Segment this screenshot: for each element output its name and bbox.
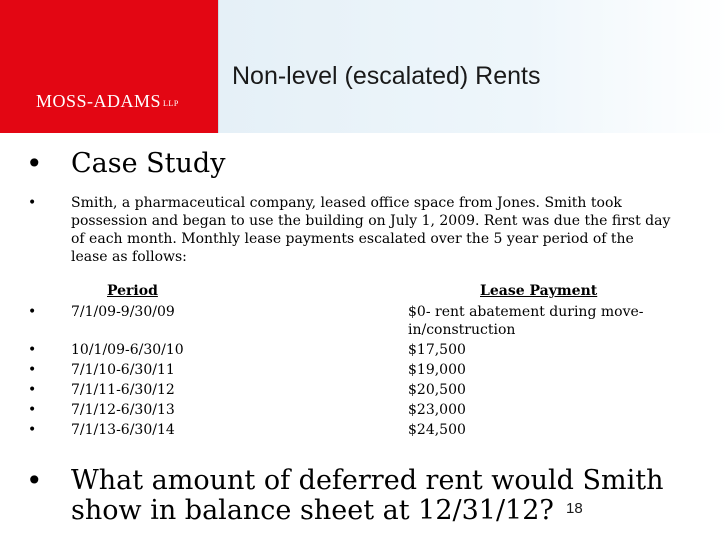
case-study-paragraph: Smith, a pharmaceutical company, leased office space from Jones. Smith took possession and began to use the building on July 1, 2009. Rent was due the first day of each month. Monthly lease payments escalated over the 5 year period of the lease as follows: xyxy=(71,195,671,265)
table-row-period: 7/1/10-6/30/11 xyxy=(71,362,175,378)
page-number: 18 xyxy=(566,500,583,517)
lease-payment-column-header: Lease Payment xyxy=(480,283,598,299)
table-row-payment: $20,500 xyxy=(408,382,466,398)
question-text: What amount of deferred rent would Smith show in balance sheet at 12/31/12? xyxy=(71,465,664,526)
slide-title: Non-level (escalated) Rents xyxy=(232,62,541,90)
table-row-payment: $23,000 xyxy=(408,402,466,418)
logo-suffix: LLP xyxy=(163,99,179,108)
bullet-icon: • xyxy=(28,362,37,378)
table-row-payment: $24,500 xyxy=(408,422,466,438)
table-row-period: 7/1/11-6/30/12 xyxy=(71,382,175,398)
bullet-icon: • xyxy=(28,382,37,398)
bullet-icon: • xyxy=(28,342,37,358)
bullet-icon: • xyxy=(28,195,37,211)
case-study-heading: Case Study xyxy=(71,148,226,179)
table-row-period: 7/1/13-6/30/14 xyxy=(71,422,175,438)
table-row-period: 10/1/09-6/30/10 xyxy=(71,342,184,358)
bullet-icon: • xyxy=(28,422,37,438)
table-row-payment: $17,500 xyxy=(408,342,466,358)
period-column-header: Period xyxy=(107,283,158,299)
table-row-payment: $19,000 xyxy=(408,362,466,378)
bullet-icon: • xyxy=(28,304,37,320)
table-row-period: 7/1/12-6/30/13 xyxy=(71,402,175,418)
bullet-icon: • xyxy=(26,464,43,497)
table-row-payment: $0- rent abatement during move-in/construction xyxy=(408,304,644,338)
bullet-icon: • xyxy=(28,402,37,418)
table-row-period: 7/1/09-9/30/09 xyxy=(71,304,175,320)
logo-text: MOSS-ADAMS xyxy=(36,91,162,111)
bullet-icon: • xyxy=(26,147,43,180)
